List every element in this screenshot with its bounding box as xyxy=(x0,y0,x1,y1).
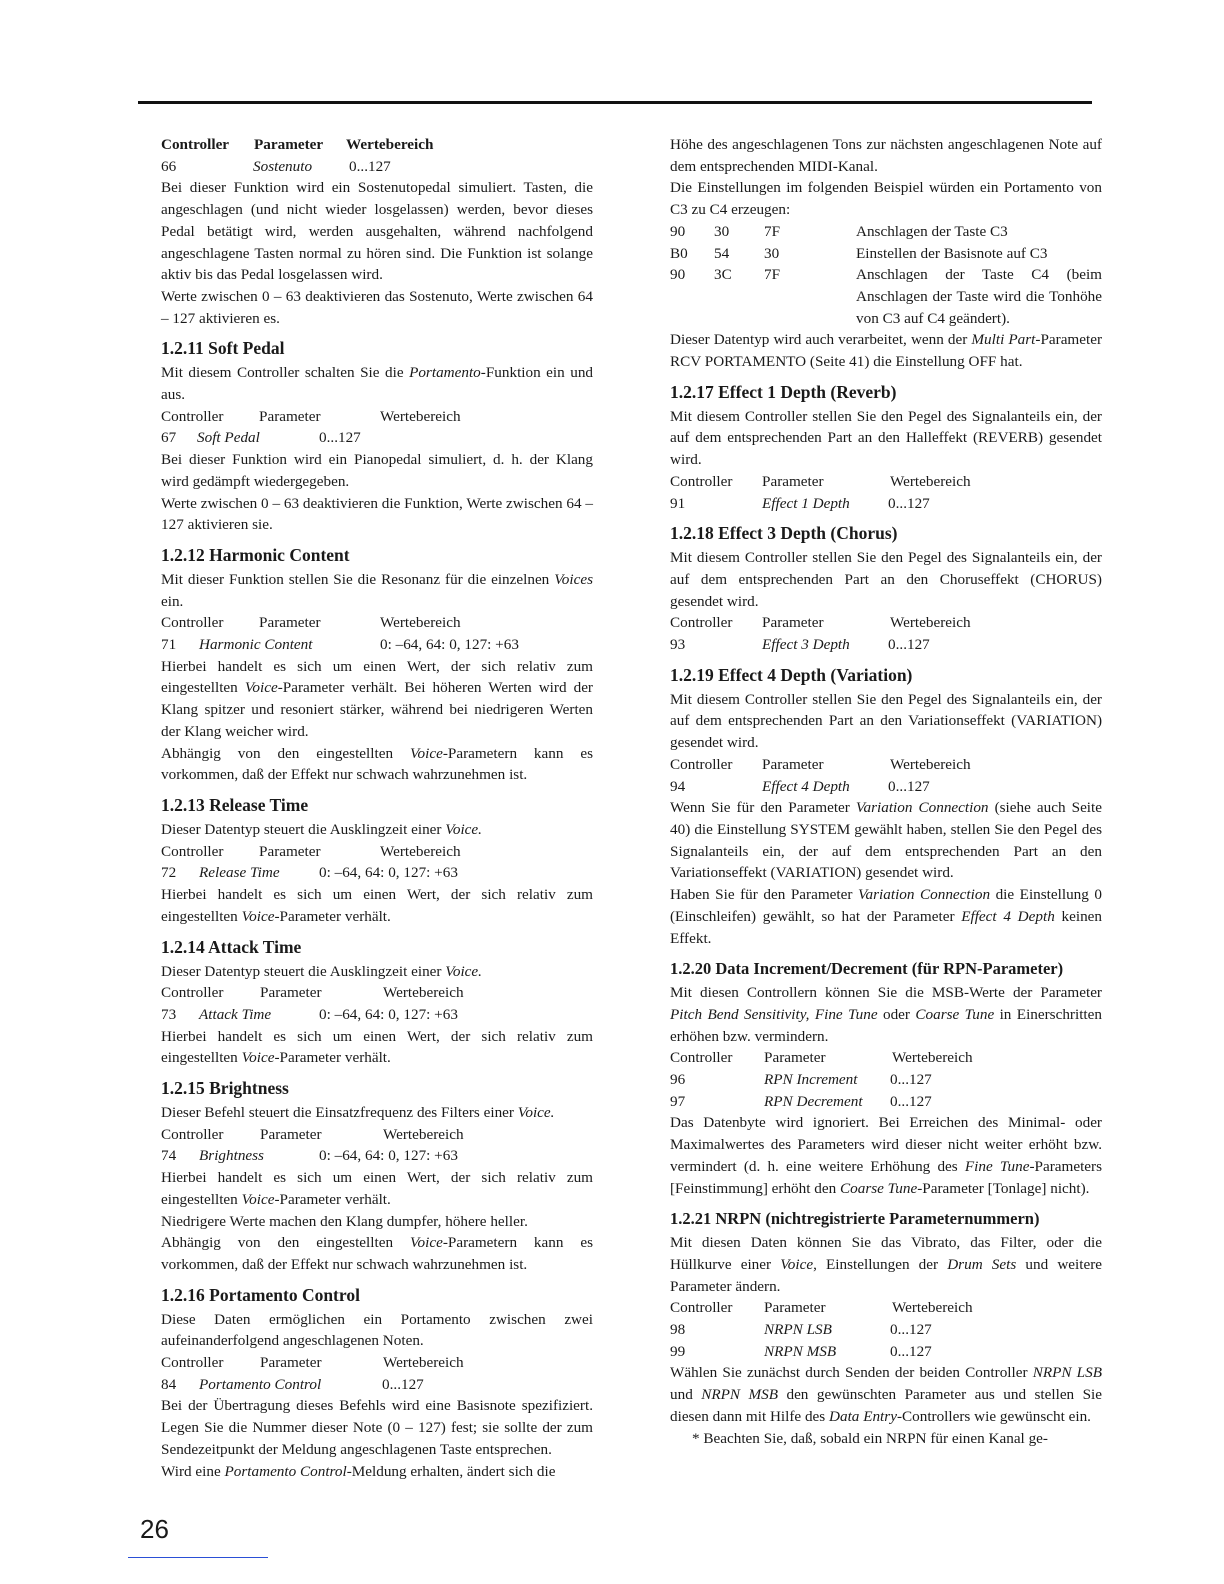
paragraph: Höhe des angeschlagenen Tons zur nächsten angeschlagenen Note auf dem entsprechenden MIDI-Kanal. xyxy=(670,136,1102,175)
table-row: 71 Harmonic Content 0: –64, 64: 0, 127: +63 xyxy=(161,636,519,654)
table-header: Controller Parameter Wertebereich xyxy=(161,1125,464,1143)
paragraph: Wird eine Portamento Control-Meldung erhalten, ändert sich die xyxy=(161,1462,556,1480)
midi-example-row: 90 30 7F Anschlagen der Taste C3 xyxy=(670,222,1008,240)
paragraph: Mit diesen Controllern können Sie die MSB-Werte der Parameter Pitch Bend Sensitivity, Fine Tune oder Coarse Tune in Einerschritten erhöhen bzw. vermindern. xyxy=(670,984,1102,1045)
table-header: Controller Parameter Wertebereich xyxy=(670,1049,973,1067)
page-number: 26 xyxy=(140,1514,169,1544)
table-row: 74 Brightness 0: –64, 64: 0, 127: +63 xyxy=(161,1147,458,1165)
paragraph: Mit diesem Controller stellen Sie den Pegel des Signalanteils ein, der auf dem entsprechenden Part an den Variationseffekt (VARIATION) gesendet wird. xyxy=(670,690,1102,752)
table-row: 72 Release Time 0: –64, 64: 0, 127: +63 xyxy=(161,864,458,882)
paragraph: Dieser Datentyp wird auch verarbeitet, wenn der Multi Part-Parameter RCV PORTAMENTO (Seite 41) die Einstellung OFF hat. xyxy=(670,331,1103,371)
col-range: Wertebereich xyxy=(346,136,434,153)
table-header: Controller Parameter Wertebereich xyxy=(161,842,461,860)
table-header: Controller Parameter Wertebereich xyxy=(670,1299,973,1317)
header-rule xyxy=(138,101,1092,104)
paragraph: Mit diesem Controller stellen Sie den Pegel des Signalanteils ein, der auf dem entsprechenden Part an den Halleffekt (REVERB) gesendet wird. xyxy=(670,407,1102,469)
paragraph: Wählen Sie zunächst durch Senden der beiden Controller NRPN LSB und NRPN MSB den gewünschten Parameter aus und stellen Sie diesen dann mit Hilfe des Data Entry-Controllers wie gewünscht ein. xyxy=(670,1364,1103,1425)
section-heading: 1.2.16 Portamento Control xyxy=(161,1284,360,1305)
table-row: 91 Effect 1 Depth 0...127 xyxy=(670,494,930,512)
table-row: 73 Attack Time 0: –64, 64: 0, 127: +63 xyxy=(161,1005,458,1023)
paragraph: Abhängig von den eingestellten Voice-Parametern kann es vorkommen, daß der Effekt nur schwach wahrzunehmen ist. xyxy=(161,744,593,784)
paragraph: Diese Daten ermöglichen ein Portamento zwischen zwei aufeinanderfolgend angeschlagenen Noten. xyxy=(161,1310,593,1350)
table-header: Controller Parameter Wertebereich xyxy=(161,407,461,425)
paragraph: Bei dieser Funktion wird ein Sostenutopedal simuliert. Tasten, die angeschlagen (und nicht wieder losgelassen) werden, bevor dieses Pedal betätigt wird, werden ausgehalten, während nachfolgend angeschlagene Tasten normal zu hören sind. Die Funktion ist solange aktiv bis das Pedal losgelassen wird. xyxy=(161,179,593,284)
table-row: 98 NRPN LSB 0...127 xyxy=(670,1321,932,1339)
table-row: 93 Effect 3 Depth 0...127 xyxy=(670,636,930,654)
left-column xyxy=(161,134,593,1482)
table-row: 94 Effect 4 Depth 0...127 xyxy=(670,777,930,795)
section-heading: 1.2.11 Soft Pedal xyxy=(161,338,285,359)
paragraph: Die Einstellungen im folgenden Beispiel würden ein Portamento von C3 zu C4 erzeugen: xyxy=(670,179,1102,219)
section-heading: 1.2.21 NRPN (nichtregistrierte Parameternummern) xyxy=(670,1209,1040,1229)
col-controller: Controller xyxy=(161,136,230,153)
table-row: 99 NRPN MSB 0...127 xyxy=(670,1342,932,1360)
table-header: Controller Parameter Wertebereich xyxy=(161,614,461,632)
paragraph: Haben Sie für den Parameter Variation Connection die Einstellung 0 (Einschleifen) gewählt, so hat der Parameter Effect 4 Depth keinen Effekt. xyxy=(670,886,1102,947)
paragraph: Mit diesem Controller schalten Sie die Portamento-Funktion ein und aus. xyxy=(161,364,594,404)
table-header xyxy=(161,134,593,156)
paragraph: Dieser Datentyp steuert die Ausklingzeit einer Voice. xyxy=(161,962,482,980)
paragraph: Bei der Übertragung dieses Befehls wird eine Basisnote spezifiziert. Legen Sie die Nummer dieser Note (0 – 127) fest; sie sollte der zum Sendezeitpunkt der Meldung angeschlagenen Taste entsprechen. xyxy=(161,1397,593,1458)
section-heading: 1.2.20 Data Increment/Decrement (für RPN-Parameter) xyxy=(670,959,1064,979)
paragraph: Das Datenbyte wird ignoriert. Bei Erreichen des Minimal- oder Maximalwertes des Parameters wird dieser nicht weiter erhöht bzw. vermindert (d. h. eine weitere Erhöhung des Fine Tune-Parameters [Feinstimmung] erhöht den Coarse Tune-Parameter [Tonlage] nicht). xyxy=(670,1114,1102,1197)
paragraph: Hierbei handelt es sich um einen Wert, der sich relativ zum eingestellten Voice-Parameter verhält. xyxy=(161,886,593,925)
section-heading: 1.2.14 Attack Time xyxy=(161,936,302,957)
paragraph: Dieser Befehl steuert die Einsatzfrequenz des Filters einer Voice. xyxy=(161,1104,555,1122)
table-row: 84 Portamento Control 0...127 xyxy=(161,1375,424,1393)
midi-example-row: B0 54 30 Einstellen der Basisnote auf C3 xyxy=(670,244,1048,262)
paragraph: Bei dieser Funktion wird ein Pianopedal simuliert, d. h. der Klang wird gedämpft wiedergegeben. xyxy=(161,451,593,490)
section-heading: 1.2.13 Release Time xyxy=(161,794,309,815)
section-heading: 1.2.17 Effect 1 Depth (Reverb) xyxy=(670,381,897,402)
section-heading: 1.2.15 Brightness xyxy=(161,1078,289,1099)
footer-rule xyxy=(128,1557,268,1558)
table-header: Controller Parameter Wertebereich xyxy=(161,984,464,1002)
table-row: 96 RPN Increment 0...127 xyxy=(670,1071,932,1089)
paragraph: Mit dieser Funktion stellen Sie die Resonanz für die einzelnen Voices ein. xyxy=(161,570,593,610)
table-header: Controller Parameter Wertebereich xyxy=(670,755,971,773)
paragraph: Hierbei handelt es sich um einen Wert, der sich relativ zum eingestellten Voice-Parameter verhält. Bei höheren Werten wird der Klang spitzer und resoniert stärker, während bei niedrigeren Werten der Klang weicher wird. xyxy=(161,657,593,740)
table-row: 67 Soft Pedal 0...127 xyxy=(161,429,361,447)
paragraph: Niedrigere Werte machen den Klang dumpfer, höhere heller. xyxy=(161,1212,528,1230)
section-heading: 1.2.19 Effect 4 Depth (Variation) xyxy=(670,664,913,685)
paragraph: Mit diesen Daten können Sie das Vibrato, das Filter, oder die Hüllkurve einer Voice, Einstellungen der Drum Sets und weitere Parameter ändern. xyxy=(670,1234,1103,1295)
table-header: Controller Parameter Wertebereich xyxy=(670,472,971,490)
right-column xyxy=(670,134,1102,1449)
paragraph: Abhängig von den eingestellten Voice-Parametern kann es vorkommen, daß der Effekt nur schwach wahrzunehmen ist. xyxy=(161,1234,593,1273)
section-heading: 1.2.12 Harmonic Content xyxy=(161,544,350,565)
table-header: Controller Parameter Wertebereich xyxy=(670,614,971,632)
table-header: Controller Parameter Wertebereich xyxy=(161,1354,464,1372)
paragraph: Hierbei handelt es sich um einen Wert, der sich relativ zum eingestellten Voice-Parameter verhält. xyxy=(161,1169,593,1208)
paragraph: Werte zwischen 0 – 63 deaktivieren das Sostenuto, Werte zwischen 64 – 127 aktivieren es. xyxy=(161,287,593,327)
table-row: 97 RPN Decrement 0...127 xyxy=(670,1092,932,1110)
section-heading: 1.2.18 Effect 3 Depth (Chorus) xyxy=(670,523,898,544)
midi-example-row: 90 3C 7F Anschlagen der Taste C4 (beim Anschlagen der Taste wird die Tonhöhe von C3 auf C4 geändert). xyxy=(670,266,1102,327)
paragraph: Hierbei handelt es sich um einen Wert, der sich relativ zum eingestellten Voice-Parameter verhält. xyxy=(161,1027,593,1067)
table-row: 66 Sostenuto 0...127 xyxy=(161,157,391,175)
paragraph: Wenn Sie für den Parameter Variation Connection (siehe auch Seite 40) die Einstellung SYSTEM gewählt haben, stellen Sie den Pegel des Signalanteils ein, der auf dem entsprechenden Part an den Variationseffekt (VARIATION) gesendet wird. xyxy=(670,799,1102,882)
paragraph: Werte zwischen 0 – 63 deaktivieren die Funktion, Werte zwischen 64 – 127 aktivieren sie. xyxy=(161,494,593,534)
paragraph: Dieser Datentyp steuert die Ausklingzeit einer Voice. xyxy=(161,820,482,838)
paragraph: Mit diesem Controller stellen Sie den Pegel des Signalanteils ein, der auf dem entsprechenden Part an den Choruseffekt (CHORUS) gesendet wird. xyxy=(670,549,1102,610)
col-parameter: Parameter xyxy=(254,136,324,153)
footnote: * Beachten Sie, daß, sobald ein NRPN für einen Kanal ge- xyxy=(692,1429,1048,1447)
